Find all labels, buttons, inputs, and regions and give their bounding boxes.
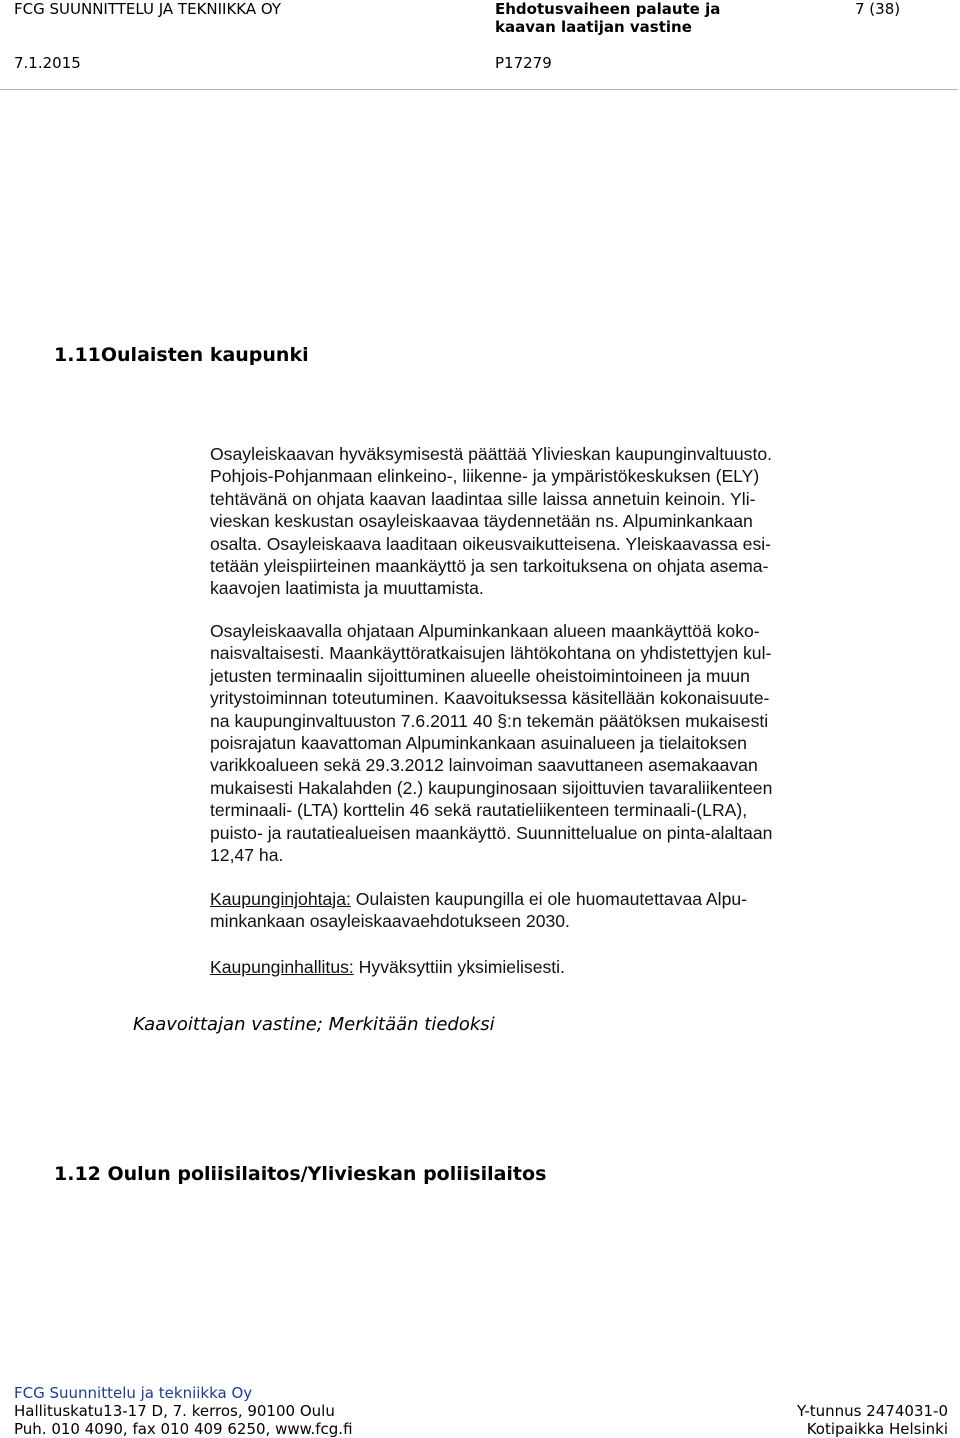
header-project-code: P17279 (495, 54, 552, 72)
board-label: Kaupunginhallitus: (210, 957, 354, 977)
text-line: na kaupunginvaltuuston 7.6.2011 40 §:n tekemän päätöksen mukaisesti (210, 710, 769, 731)
board-text: Hyväksyttiin yksimielisesti. (353, 957, 565, 977)
text-line: jetusten terminaalin sijoittuminen alueelle oheistoimintoineen ja muun (210, 665, 750, 686)
text-line: vieskan keskustan osayleiskaavaa täydennetään ns. Alpuminkankaan (210, 511, 753, 532)
text-line: varikkoalueen sekä 29.3.2012 lainvoiman saavuttaneen asemakaavan (210, 755, 758, 776)
footer-address: Hallituskatu13-17 D, 7. kerros, 90100 Oulu (14, 1402, 335, 1420)
mayor-line-2: minkankaan osayleiskaavaehdotukseen 2030. (210, 911, 570, 932)
text-line: Pohjois-Pohjanmaan elinkeino-, liikenne- ja ympäristökeskuksen (ELY) (210, 466, 760, 487)
text-line: tetään yleispiirteinen maankäyttö ja sen tarkoituksena on ohjata asema- (210, 556, 769, 577)
text-line: 12,47 ha. (210, 845, 284, 866)
footer-domicile: Kotipaikka Helsinki (806, 1420, 948, 1438)
text-line: mukaisesti Hakalahden (2.) kaupunginosaan sijoittuvien tavaraliikenteen (210, 777, 773, 798)
mayor-text: Oulaisten kaupungilla ei ole huomautettavaa Alpu- (350, 889, 748, 909)
board-line (210, 956, 565, 978)
header-page-number: 7 (38) (855, 0, 901, 18)
section-heading-1-12: 1.12 Oulun poliisilaitos/Ylivieskan poliisilaitos (54, 1163, 547, 1185)
text-line: tehtävänä on ohjata kaavan laadintaa sille laissa annetuin keinoin. Yli- (210, 488, 756, 509)
text-line: osalta. Osayleiskaava laaditaan oikeusvaikutteisena. Yleiskaavassa esi- (210, 533, 772, 554)
footer-company: FCG Suunnittelu ja tekniikka Oy (14, 1384, 253, 1402)
header-rule (0, 89, 958, 90)
text-line: naisvaltaisesti. Maankäyttöratkaisujen lähtökohtana on yhdistettyjen kul- (210, 643, 772, 664)
statement-board (210, 956, 565, 978)
planner-response: Kaavoittajan vastine; Merkitään tiedoksi (133, 1014, 495, 1035)
text-line: terminaali- (LTA) korttelin 46 sekä rautatieliikenteen terminaali-(LRA), (210, 800, 748, 821)
mayor-line-1 (210, 888, 747, 910)
header-doc-title-line2: kaavan laatijan vastine (495, 18, 692, 36)
footer-business-id: Y-tunnus 2474031-0 (796, 1402, 948, 1420)
header-date: 7.1.2015 (14, 54, 81, 72)
text-line: puisto- ja rautatiealueisen maankäyttö. Suunnittelualue on pinta-alaltaan (210, 822, 773, 843)
header-company: FCG SUUNNITTELU JA TEKNIIKKA OY (14, 0, 282, 18)
section-heading-1-11: 1.11Oulaisten kaupunki (54, 344, 309, 366)
header-doc-title-line1: Ehdotusvaiheen palaute ja (495, 0, 721, 18)
statement-mayor (210, 888, 747, 933)
statement-paragraph-1 (210, 443, 772, 600)
text-line: kaavojen laatimista ja muuttamista. (210, 578, 484, 599)
text-line: yritystoiminnan toteutuminen. Kaavoituksessa käsitellään kokonaisuute- (210, 688, 770, 709)
text-line: poisrajatun kaavattoman Alpuminkankaan asuinalueen ja tielaitoksen (210, 733, 747, 754)
statement-paragraph-2 (210, 620, 772, 866)
text-line: Osayleiskaavalla ohjataan Alpuminkankaan alueen maankäyttöä koko- (210, 621, 760, 641)
text-line: Osayleiskaavan hyväksymisestä päättää Ylivieskan kaupunginvaltuusto. (210, 444, 773, 464)
footer-contact: Puh. 010 4090, fax 010 409 6250, www.fcg.fi (14, 1420, 353, 1438)
mayor-label: Kaupunginjohtaja: (210, 889, 351, 909)
